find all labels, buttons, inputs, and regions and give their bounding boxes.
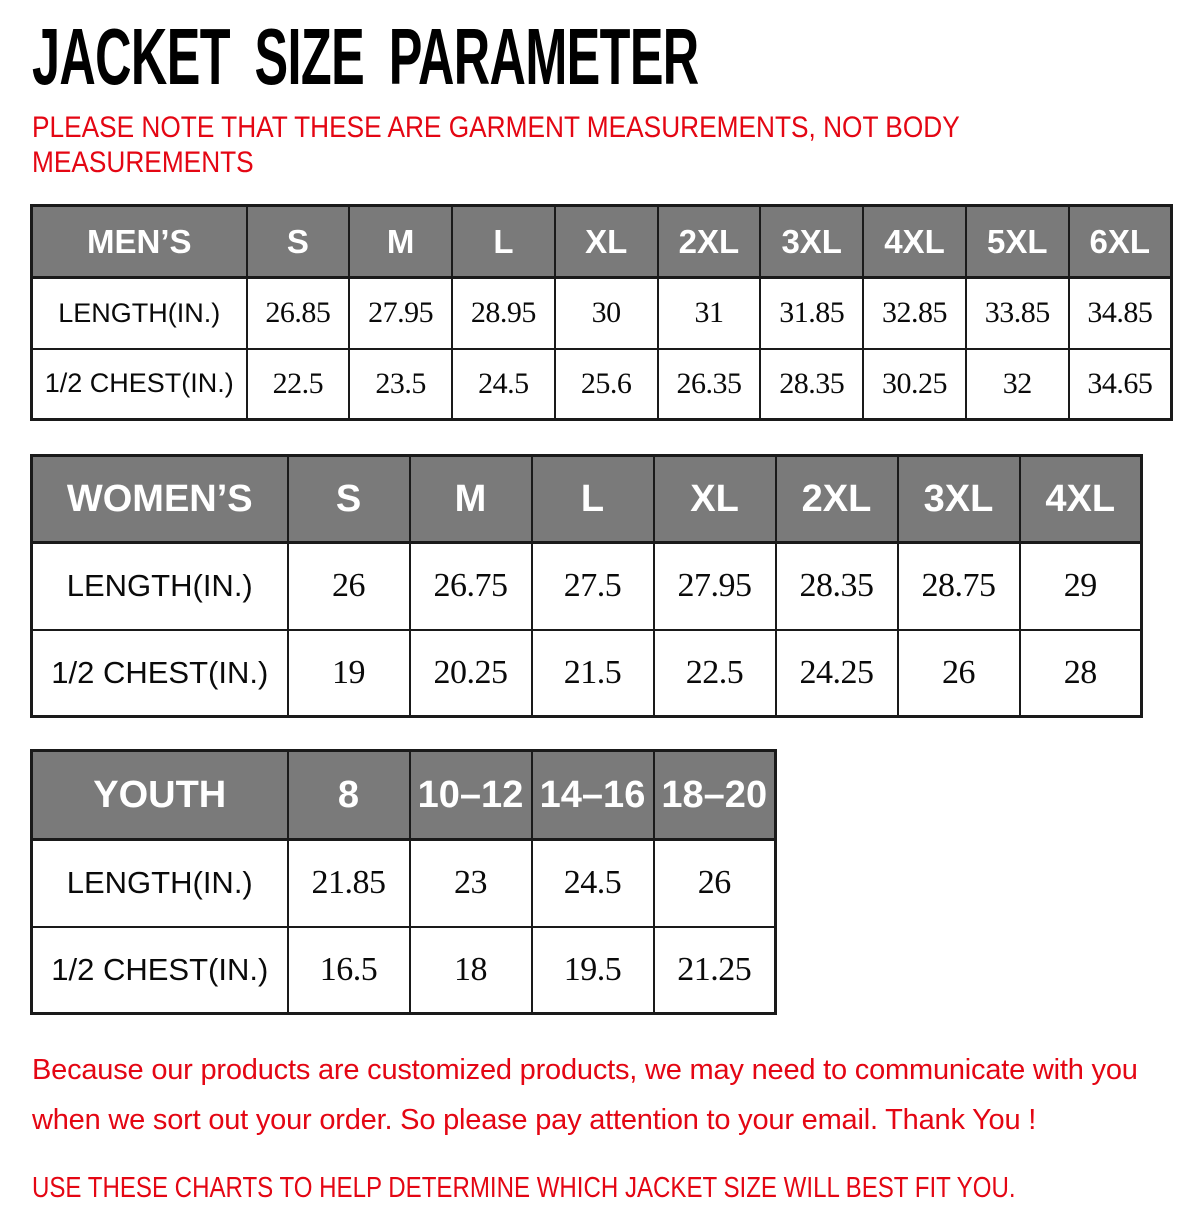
womens-value-cell: 27.5 bbox=[532, 543, 654, 630]
customization-notice-line-2: when we sort out your order. So please pay attention to your email. Thank You ! bbox=[32, 1104, 1037, 1136]
womens-value-cell: 28 bbox=[1020, 630, 1142, 717]
youth-group-label-cell: YOUTH bbox=[32, 751, 288, 840]
youth-value-cell: 26 bbox=[654, 840, 776, 927]
mens-size-header-cell: L bbox=[452, 206, 555, 278]
womens-header-row bbox=[32, 456, 1142, 543]
mens-size-header-cell: M bbox=[349, 206, 452, 278]
page-title: JACKET SIZE PARAMETER bbox=[32, 12, 699, 101]
customization-notice-line-1: Because our products are customized products, we may need to communicate with you bbox=[32, 1054, 1138, 1086]
youth-row-label-cell: LENGTH(IN.) bbox=[32, 840, 288, 927]
youth-value-cell: 24.5 bbox=[532, 840, 654, 927]
fit-advice-text: USE THESE CHARTS TO HELP DETERMINE WHICH JACKET SIZE WILL BEST FIT YOU. bbox=[32, 1172, 1016, 1204]
womens-value-cell: 22.5 bbox=[654, 630, 776, 717]
womens-value-cell: 19 bbox=[288, 630, 410, 717]
customization-notice bbox=[32, 1045, 1200, 1145]
mens-size-header-cell: 3XL bbox=[760, 206, 863, 278]
youth-value-cell: 21.85 bbox=[288, 840, 410, 927]
womens-value-cell: 28.35 bbox=[776, 543, 898, 630]
youth-row-label-cell: 1/2 CHEST(IN.) bbox=[32, 927, 288, 1014]
womens-size-header-cell: 2XL bbox=[776, 456, 898, 543]
mens-value-cell: 33.85 bbox=[966, 278, 1069, 349]
womens-value-cell: 24.25 bbox=[776, 630, 898, 717]
mens-value-cell: 25.6 bbox=[555, 349, 658, 420]
youth-size-header-cell: 18–20 bbox=[654, 751, 776, 840]
youth-data-row bbox=[32, 840, 776, 927]
youth-size-table bbox=[30, 749, 777, 1015]
mens-size-header-cell: S bbox=[247, 206, 350, 278]
mens-row-label-cell: LENGTH(IN.) bbox=[32, 278, 247, 349]
mens-data-row bbox=[32, 349, 1172, 420]
mens-size-header-cell: 4XL bbox=[863, 206, 966, 278]
womens-size-header-cell: L bbox=[532, 456, 654, 543]
youth-header-row bbox=[32, 751, 776, 840]
womens-value-cell: 29 bbox=[1020, 543, 1142, 630]
youth-value-cell: 21.25 bbox=[654, 927, 776, 1014]
mens-size-header-cell: 6XL bbox=[1069, 206, 1172, 278]
womens-size-header-cell: XL bbox=[654, 456, 776, 543]
mens-row-label-cell: 1/2 CHEST(IN.) bbox=[32, 349, 247, 420]
womens-group-label-cell: WOMEN’S bbox=[32, 456, 288, 543]
mens-value-cell: 26.85 bbox=[247, 278, 350, 349]
youth-size-header-cell: 14–16 bbox=[532, 751, 654, 840]
youth-value-cell: 16.5 bbox=[288, 927, 410, 1014]
youth-data-row bbox=[32, 927, 776, 1014]
mens-value-cell: 30.25 bbox=[863, 349, 966, 420]
womens-value-cell: 28.75 bbox=[898, 543, 1020, 630]
youth-size-header-cell: 10–12 bbox=[410, 751, 532, 840]
note-line-1: PLEASE NOTE THAT THESE ARE GARMENT MEASUREMENTS, NOT BODY bbox=[32, 111, 960, 144]
mens-value-cell: 31 bbox=[658, 278, 761, 349]
youth-size-header-cell: 8 bbox=[288, 751, 410, 840]
womens-value-cell: 21.5 bbox=[532, 630, 654, 717]
mens-data-row bbox=[32, 278, 1172, 349]
garment-measurements-note bbox=[32, 110, 1054, 180]
mens-value-cell: 24.5 bbox=[452, 349, 555, 420]
womens-row-label-cell: 1/2 CHEST(IN.) bbox=[32, 630, 288, 717]
womens-data-row bbox=[32, 543, 1142, 630]
womens-value-cell: 27.95 bbox=[654, 543, 776, 630]
mens-value-cell: 34.85 bbox=[1069, 278, 1172, 349]
size-chart-page bbox=[0, 12, 1200, 1224]
womens-value-cell: 26 bbox=[288, 543, 410, 630]
mens-size-table bbox=[30, 204, 1173, 421]
womens-data-row bbox=[32, 630, 1142, 717]
mens-value-cell: 23.5 bbox=[349, 349, 452, 420]
womens-size-header-cell: M bbox=[410, 456, 532, 543]
note-line-2: MEASUREMENTS bbox=[32, 146, 254, 179]
mens-value-cell: 34.65 bbox=[1069, 349, 1172, 420]
womens-value-cell: 20.25 bbox=[410, 630, 532, 717]
mens-value-cell: 26.35 bbox=[658, 349, 761, 420]
mens-value-cell: 28.95 bbox=[452, 278, 555, 349]
youth-value-cell: 23 bbox=[410, 840, 532, 927]
youth-value-cell: 18 bbox=[410, 927, 532, 1014]
mens-size-header-cell: 2XL bbox=[658, 206, 761, 278]
mens-value-cell: 32.85 bbox=[863, 278, 966, 349]
womens-row-label-cell: LENGTH(IN.) bbox=[32, 543, 288, 630]
mens-group-label-cell: MEN’S bbox=[32, 206, 247, 278]
womens-size-header-cell: S bbox=[288, 456, 410, 543]
mens-size-header-cell: 5XL bbox=[966, 206, 1069, 278]
mens-value-cell: 28.35 bbox=[760, 349, 863, 420]
mens-value-cell: 22.5 bbox=[247, 349, 350, 420]
womens-size-table bbox=[30, 454, 1143, 718]
womens-value-cell: 26 bbox=[898, 630, 1020, 717]
mens-size-header-cell: XL bbox=[555, 206, 658, 278]
womens-size-header-cell: 3XL bbox=[898, 456, 1020, 543]
mens-value-cell: 27.95 bbox=[349, 278, 452, 349]
mens-value-cell: 30 bbox=[555, 278, 658, 349]
youth-value-cell: 19.5 bbox=[532, 927, 654, 1014]
mens-header-row bbox=[32, 206, 1172, 278]
mens-value-cell: 32 bbox=[966, 349, 1069, 420]
mens-value-cell: 31.85 bbox=[760, 278, 863, 349]
womens-value-cell: 26.75 bbox=[410, 543, 532, 630]
womens-size-header-cell: 4XL bbox=[1020, 456, 1142, 543]
